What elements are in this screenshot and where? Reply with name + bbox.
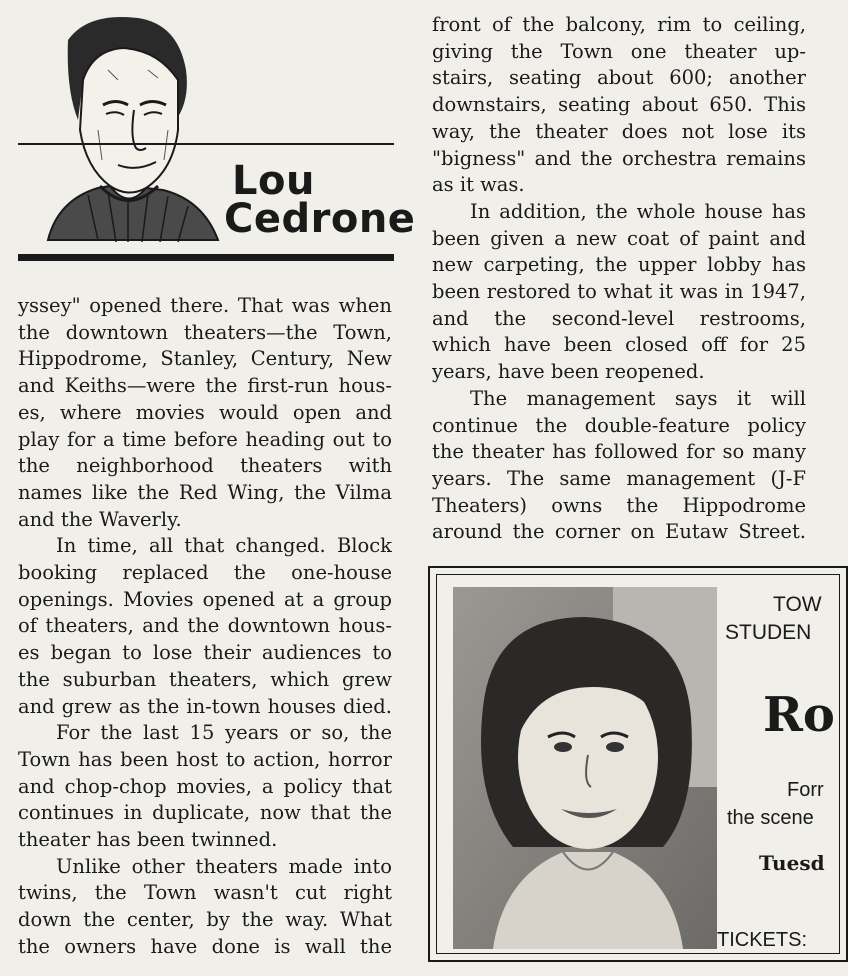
- text-line: es began to lose their audiences to: [18, 641, 392, 665]
- text-line: the owners have done is wall the: [18, 934, 392, 958]
- text-line: continue the double-feature policy: [432, 413, 806, 437]
- text-line: the neighborhood theaters with: [18, 454, 392, 478]
- ad-line-1: TOW: [773, 593, 822, 616]
- text-line: been given a new coat of paint and: [432, 226, 806, 250]
- text-line: "bigness" and the orchestra remains: [432, 146, 806, 170]
- text-line: Theaters) owns the Hippodrome: [432, 493, 806, 517]
- text-line: years, have been reopened.: [432, 360, 705, 384]
- text-line: Unlike other theaters made into: [56, 854, 392, 878]
- text-line: way, the theater does not lose its: [432, 119, 806, 143]
- text-line: as it was.: [432, 173, 525, 197]
- text-line: and chop-chop movies, a policy that: [18, 774, 392, 798]
- advertisement-box: [428, 566, 848, 962]
- ad-line-3: Forr: [787, 779, 824, 801]
- text-line: booking replaced the one-house: [18, 561, 392, 584]
- text-line: the downtown theaters—the Town,: [18, 320, 392, 344]
- text-line: and Keiths—were the first-run hous-: [18, 374, 392, 398]
- text-line: The management says it will: [470, 386, 806, 410]
- text-line: front of the balcony, rim to ceiling,: [432, 13, 806, 36]
- advertisement-inner-border: [436, 574, 840, 954]
- text-line: downstairs, seating about 650. This: [432, 93, 806, 117]
- text-line: twins, the Town wasn't cut right: [18, 881, 392, 905]
- text-line: of theaters, and the downtown hous-: [18, 614, 392, 638]
- text-line: For the last 15 years or so, the: [56, 721, 392, 745]
- text-line: theater has been twinned.: [18, 828, 278, 851]
- text-line: Town has been host to action, horror: [18, 747, 392, 771]
- byline-last-name: Cedrone: [224, 196, 416, 242]
- ad-day: Tuesd: [759, 851, 825, 875]
- text-line: and grew as the in-town houses died.: [18, 694, 392, 718]
- text-line: and the Waverly.: [18, 507, 182, 531]
- text-line: continues in duplicate, now that the: [18, 801, 392, 825]
- text-line: play for a time before heading out to: [18, 427, 392, 451]
- byline-first-name: Lou: [232, 158, 315, 204]
- columnist-portrait-icon: [28, 10, 228, 260]
- text-line: giving the Town one theater up-: [432, 39, 806, 63]
- text-line: around the corner on Eutaw Street.: [432, 520, 806, 544]
- text-line: es, where movies would open and: [18, 400, 392, 424]
- text-line: In addition, the whole house has: [470, 199, 806, 223]
- text-line: yssey" opened there. That was when: [18, 294, 392, 317]
- header-rule-thick: [18, 254, 394, 261]
- ad-line-2: STUDEN: [725, 621, 812, 644]
- text-line: and the second-level restrooms,: [432, 306, 806, 330]
- text-line: down the center, by the way. What: [18, 908, 392, 932]
- text-line: openings. Movies opened at a group: [18, 587, 392, 611]
- text-line: been restored to what it was in 1947,: [432, 280, 806, 303]
- text-line: new carpeting, the upper lobby has: [432, 253, 806, 277]
- text-line: stairs, seating about 600; another: [432, 66, 806, 90]
- text-line: In time, all that changed. Block: [56, 534, 392, 558]
- text-line: Hippodrome, Stanley, Century, New: [18, 347, 392, 371]
- header-rule-thin: [18, 143, 394, 145]
- text-line: years. The same management (J-F: [432, 466, 806, 490]
- left-column: [18, 0, 416, 976]
- text-line: the suburban theaters, which grew: [18, 667, 392, 691]
- ad-tickets: TICKETS:: [717, 929, 808, 951]
- speaker-photo: [453, 587, 717, 949]
- text-line: which have been closed off for 25: [432, 333, 806, 357]
- ad-line-4: the scene: [727, 807, 814, 829]
- ad-speaker-name: Ro: [763, 687, 835, 743]
- text-line: names like the Red Wing, the Vilma: [18, 480, 392, 504]
- text-line: the theater has followed for so many: [432, 440, 806, 464]
